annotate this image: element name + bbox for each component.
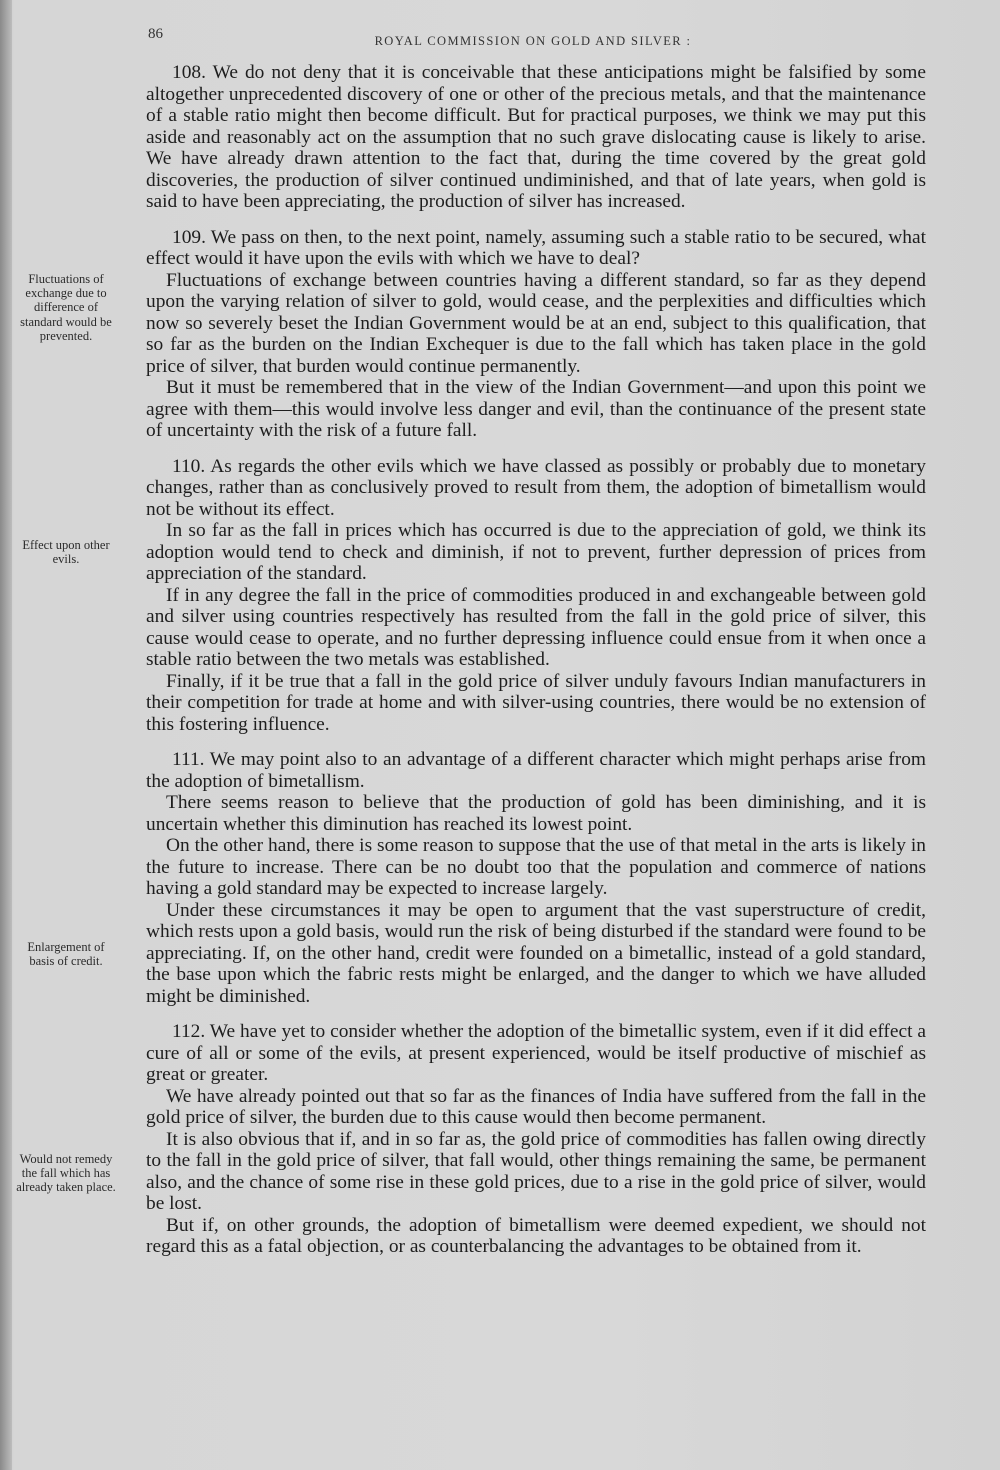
paragraph-112-b: We have already pointed out that so far as the finances of India have suffered from the fall in the gold price of silver, the burden due to this cause would then become permanent.	[146, 1085, 926, 1128]
side-note-fall: Would not remedy the fall which has already taken place.	[16, 1152, 116, 1195]
side-note-fluctuations: Fluctuations of exchange due to difference of standard would be prevented.	[20, 272, 112, 343]
paragraph-111-c: On the other hand, there is some reason to suppose that the use of that metal in the arts is likely in the future to increase. There can be no doubt too that the population and commerce of nations having a gold standard may be expected to increase largely.	[146, 835, 926, 899]
side-note-other-evils: Effect upon other evils.	[22, 538, 110, 567]
paragraph-110-d: Finally, if it be true that a fall in the gold price of silver unduly favours Indian manufacturers in their competition for trade at home and with silver-using countries, there would be no extension of this fostering influence.	[146, 670, 926, 735]
paragraph-111-d: Under these circumstances it may be open to argument that the vast superstructure of credit, which rests upon a gold basis, would run the risk of being disturbed if the standard were found to be appreciating. If, on the other hand, credit were founded on a bimetallic, instead of a gold standard, the base upon which the fabric rests might be enlarged, and the danger to which we have alluded might be diminished.	[146, 899, 926, 1007]
paragraph-110-c: If in any degree the fall in the price of commodities produced in and exchangeable between gold and silver using countries respectively has resulted from the fall in the gold price of silver, this cause would cease to operate, and no further depressing influence could ensue from it when once a stable ratio between the two metals was established.	[146, 584, 926, 670]
side-note-credit: Enlargement of basis of credit.	[27, 940, 105, 969]
paragraph-111: 111. We may point also to an advantage of a different character which might perhaps arise from the adoption of bimetallism.	[146, 749, 926, 792]
paragraph-111-b: There seems reason to believe that the production of gold has been diminishing, and it is uncertain whether this diminution has reached its lowest point.	[146, 792, 926, 835]
paragraph-108: 108. We do not deny that it is conceivable that these anticipations might be falsified by some altogether unprecedented discovery of one or other of the precious metals, and that the maintenance of a stable ratio might then become difficult. But for practical purposes, we think we may put this aside and reasonably act on the assumption that no such grave dislocating cause is likely to arise. We have already drawn attention to the fact that, during the time covered by the great gold discoveries, the production of silver continued undiminished, and that of late years, when gold is said to have been appreciating, the production of silver has increased.	[146, 62, 926, 212]
page-number: 86	[148, 26, 163, 42]
paragraph-112-d: But if, on other grounds, the adoption of bimetallism were deemed expedient, we should not regard this as a fatal objection, or as counterbalancing the advantages to be obtained from it.	[146, 1214, 926, 1257]
paragraph-109-b: Fluctuations of exchange between countries having a different standard, so far as they depend upon the varying relation of silver to gold, would cease, and the perplexities and difficulties which now so severely beset the Indian Government would be at an end, subject to this qualification, that so far as the burden on the Indian Exchequer is due to the fall which has taken place in the gold price of silver, that burden would continue permanently.	[146, 269, 926, 377]
page-header	[148, 26, 918, 50]
body-text	[146, 62, 926, 1258]
paragraph-109-c: But it must be remembered that in the view of the Indian Government—and upon this point we agree with them—this would involve less danger and evil, than the continuance of the present state of uncertainty with the risk of a future fall.	[146, 377, 926, 441]
page-binding-shadow	[0, 0, 12, 1470]
paragraph-109: 109. We pass on then, to the next point, namely, assuming such a stable ratio to be secured, what effect would it have upon the evils with which we have to deal?	[146, 226, 926, 269]
paragraph-110: 110. As regards the other evils which we have classed as possibly or probably due to monetary changes, rather than as conclusively proved to result from them, the adoption of bimetallism would not be without its effect.	[146, 455, 926, 520]
running-title: ROYAL COMMISSION ON GOLD AND SILVER :	[374, 34, 692, 48]
paragraph-112: 112. We have yet to consider whether the adoption of the bimetallic system, even if it did effect a cure of all or some of the evils, at present experienced, would be itself productive of mischief as great or greater.	[146, 1021, 926, 1085]
paragraph-110-b: In so far as the fall in prices which has occurred is due to the appreciation of gold, we think its adoption would tend to check and diminish, if not to prevent, further depression of prices from appreciation of the standard.	[146, 520, 926, 584]
paragraph-112-c: It is also obvious that if, and in so far as, the gold price of commodities has fallen owing directly to the fall in the gold price of silver, that fall would, other things remaining the same, be permanent also, and the chance of some rise in these gold prices, due to a rise in the gold price of silver, would be lost.	[146, 1128, 926, 1214]
